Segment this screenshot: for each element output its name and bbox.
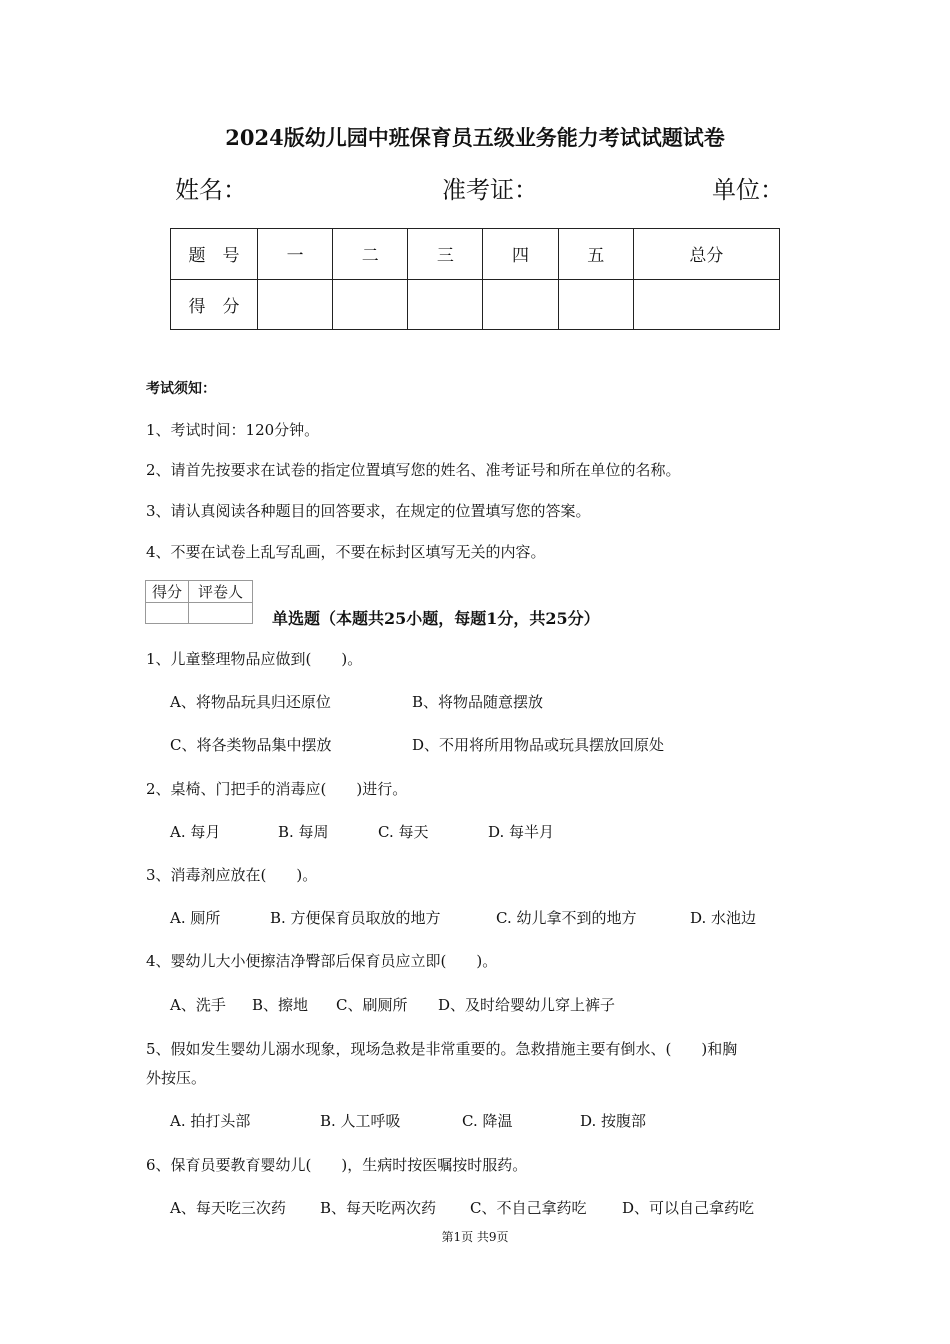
question-option[interactable]: A、将物品玩具归还原位: [170, 693, 331, 711]
score-cell[interactable]: [258, 279, 333, 330]
header-cell: 二: [333, 229, 408, 280]
question-option[interactable]: D. 每半月: [488, 823, 555, 841]
score-cell[interactable]: [408, 279, 483, 330]
score-cell[interactable]: [558, 279, 633, 330]
grader-box: [145, 580, 253, 624]
question-option[interactable]: D、可以自己拿药吃: [622, 1199, 755, 1217]
question-option[interactable]: A. 拍打头部: [170, 1112, 251, 1130]
section-title: 单选题（本题共25小题，每题1分，共25分）: [272, 609, 600, 628]
question-option[interactable]: D、不用将所用物品或玩具摆放回原处: [412, 736, 665, 754]
notice-item: 3、请认真阅读各种题目的回答要求，在规定的位置填写您的答案。: [146, 502, 591, 520]
header-cell: 一: [258, 229, 333, 280]
header-cell: 三: [408, 229, 483, 280]
score-table-header-row: [171, 229, 780, 280]
question-option[interactable]: B、擦地: [252, 996, 309, 1014]
score-table: [170, 228, 780, 330]
question-option[interactable]: C、刷厕所: [336, 996, 408, 1014]
question-option[interactable]: B、每天吃两次药: [320, 1199, 437, 1217]
question-stem: 6、保育员要教育婴幼儿( )，生病时按医嘱按时服药。: [146, 1156, 528, 1174]
question-stem-continued: 外按压。: [146, 1069, 207, 1087]
notice-item: 1、考试时间：120分钟。: [146, 421, 320, 439]
question-option[interactable]: A. 每月: [170, 823, 221, 841]
header-cell: 题 号: [171, 229, 258, 280]
question-option[interactable]: A、每天吃三次药: [170, 1199, 286, 1217]
grader-name-cell[interactable]: [189, 603, 253, 624]
name-label: 姓名：: [175, 176, 247, 204]
notice-item: 4、不要在试卷上乱写乱画，不要在标封区填写无关的内容。: [146, 543, 546, 561]
question-stem: 4、婴幼儿大小便擦洁净臀部后保育员应立即( )。: [146, 952, 498, 970]
header-cell: 四: [483, 229, 558, 280]
question-stem: 2、桌椅、门把手的消毒应( )进行。: [146, 780, 408, 798]
score-cell[interactable]: [333, 279, 408, 330]
question-stem: 3、消毒剂应放在( )。: [146, 866, 318, 884]
question-option[interactable]: C. 幼儿拿不到的地方: [496, 909, 637, 927]
grader-score-cell[interactable]: [146, 603, 189, 624]
question-stem: 1、儿童整理物品应做到( )。: [146, 650, 363, 668]
question-option[interactable]: B. 人工呼吸: [320, 1112, 401, 1130]
notice-item: 2、请首先按要求在试卷的指定位置填写您的姓名、准考证号和所在单位的名称。: [146, 461, 681, 479]
question-stem: 5、假如发生婴幼儿溺水现象，现场急救是非常重要的。急救措施主要有倒水、( )和胸: [146, 1040, 738, 1058]
question-option[interactable]: B. 方便保育员取放的地方: [270, 909, 441, 927]
unit-label: 单位：: [712, 176, 784, 204]
score-table-score-row: [171, 279, 780, 330]
score-cell[interactable]: [483, 279, 558, 330]
header-cell: 五: [558, 229, 633, 280]
grader-name-label: 评卷人: [189, 581, 253, 603]
question-option[interactable]: C. 每天: [378, 823, 429, 841]
notice-heading: 考试须知：: [146, 381, 216, 397]
score-row-label: 得 分: [171, 279, 258, 330]
exam-id-label: 准考证：: [442, 176, 538, 204]
question-option[interactable]: D. 按腹部: [580, 1112, 647, 1130]
score-cell[interactable]: [633, 279, 779, 330]
question-option[interactable]: A、洗手: [170, 996, 226, 1014]
page-footer: 第1页 共9页: [441, 1230, 509, 1244]
question-option[interactable]: D、及时给婴幼儿穿上裤子: [438, 996, 616, 1014]
question-option[interactable]: B、将物品随意摆放: [412, 693, 544, 711]
question-option[interactable]: C、将各类物品集中摆放: [170, 736, 332, 754]
header-cell: 总分: [633, 229, 779, 280]
page-title: 2024版幼儿园中班保育员五级业务能力考试试题试卷: [225, 125, 725, 150]
question-option[interactable]: C、不自己拿药吃: [470, 1199, 587, 1217]
question-option[interactable]: A. 厕所: [170, 909, 221, 927]
question-option[interactable]: C. 降温: [462, 1112, 513, 1130]
question-option[interactable]: B. 每周: [278, 823, 329, 841]
grader-score-label: 得分: [146, 581, 189, 603]
question-option[interactable]: D. 水池边: [690, 909, 757, 927]
